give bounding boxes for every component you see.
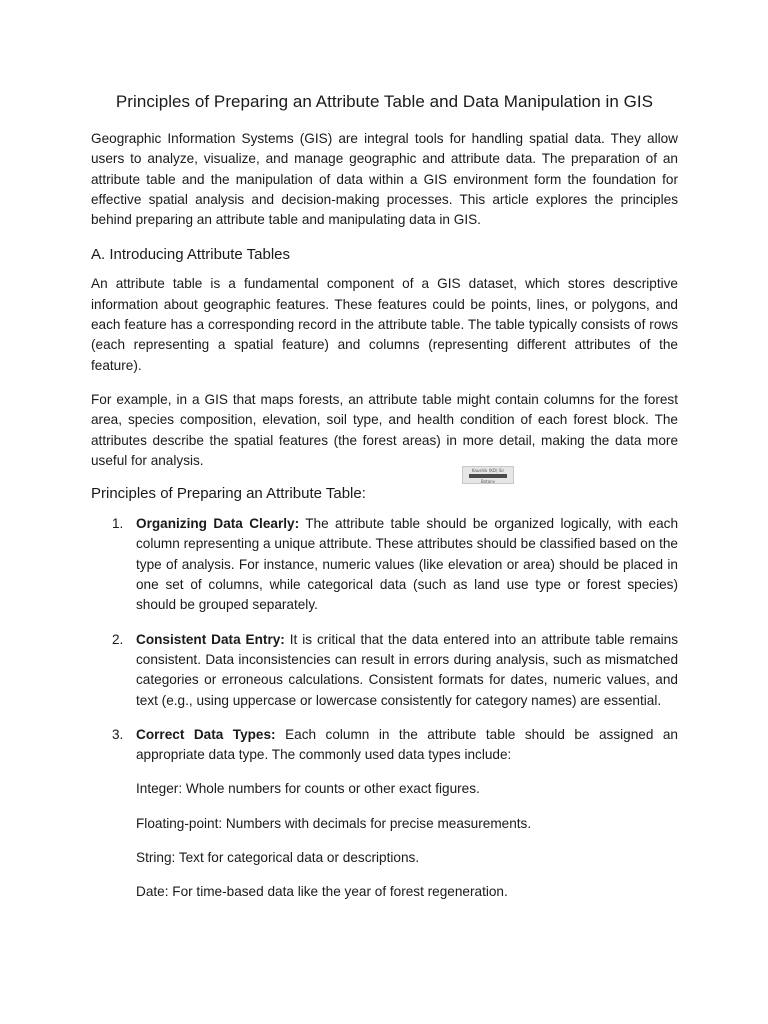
stamp-bar — [469, 474, 507, 478]
list-number: 3. — [112, 726, 124, 742]
watermark-stamp — [462, 466, 514, 484]
stamp-line-1: Kaushik (KD) Sir — [471, 468, 505, 473]
intro-paragraph: Geographic Information Systems (GIS) are integral tools for handling spatial data. They allow users to analyze, visualize, and manage geographic and attribute data. The preparation of an attribute table and the manipulation of data within a GIS environment form the foundation for effective spatial analysis and decision-making processes. This article explores the principles behind preparing an attribute table and manipulating data in GIS. — [91, 131, 678, 228]
list-item-lead: Consistent Data Entry: — [136, 631, 285, 647]
list-item-text: It is critical that the data entered into an attribute table remains consistent. Data inconsistencies can result in errors during analysis, such as mismatched categories or erroneous calculations. Consistent formats for dates, numeric values, and text (e.g., using uppercase or lowercase consistently for category names) are essential. — [136, 631, 679, 708]
principles-list — [91, 514, 678, 902]
list-item-text: Each column in the attribute table should be assigned an appropriate data type. The commonly used data types include: — [136, 726, 678, 763]
section-a-paragraph-1: An attribute table is a fundamental component of a GIS dataset, which stores descriptive information about geographic features. These features could be points, lines, or polygons, and each feature has a corresponding record in the attribute table. The table typically consists of rows (each representing a spatial feature) and columns (representing different attributes of the feature). — [91, 276, 678, 373]
list-item-lead: Correct Data Types: — [136, 726, 276, 742]
section-a-paragraph-2: For example, in a GIS that maps forests, an attribute table might contain columns for the forest area, species composition, elevation, soil type, and health condition of each forest block. The attributes describe the spatial features (the forest areas) in more detail, making the data more useful for analysis. — [91, 391, 678, 468]
list-item-text: The attribute table should be organized logically, with each column representing a unique attribute. These attributes should be classified based on the type of analysis. For instance, numeric values (like elevation or area) should be placed in one set of columns, while categorical data (such as land use type or forest species) should be grouped separately. — [136, 516, 678, 613]
list-number: 2. — [112, 631, 124, 647]
list-item-lead: Organizing Data Clearly: — [136, 516, 300, 532]
data-type-float: Floating-point: Numbers with decimals for precise measurements. — [136, 815, 532, 831]
page-title: Principles of Preparing an Attribute Table and Data Manipulation in GIS — [115, 92, 654, 111]
list-item — [112, 725, 678, 903]
stamp-line-2: Botany — [480, 479, 496, 484]
principles-heading: Principles of Preparing an Attribute Table: — [91, 485, 366, 503]
list-item — [112, 514, 678, 615]
list-number: 1. — [112, 516, 124, 532]
list-item — [112, 630, 679, 711]
section-a-heading: A. Introducing Attribute Tables — [91, 246, 291, 264]
data-type-date: Date: For time-based data like the year of forest regeneration. — [136, 884, 508, 900]
data-type-string: String: Text for categorical data or descriptions. — [136, 850, 420, 866]
data-type-integer: Integer: Whole numbers for counts or other exact figures. — [136, 781, 480, 797]
